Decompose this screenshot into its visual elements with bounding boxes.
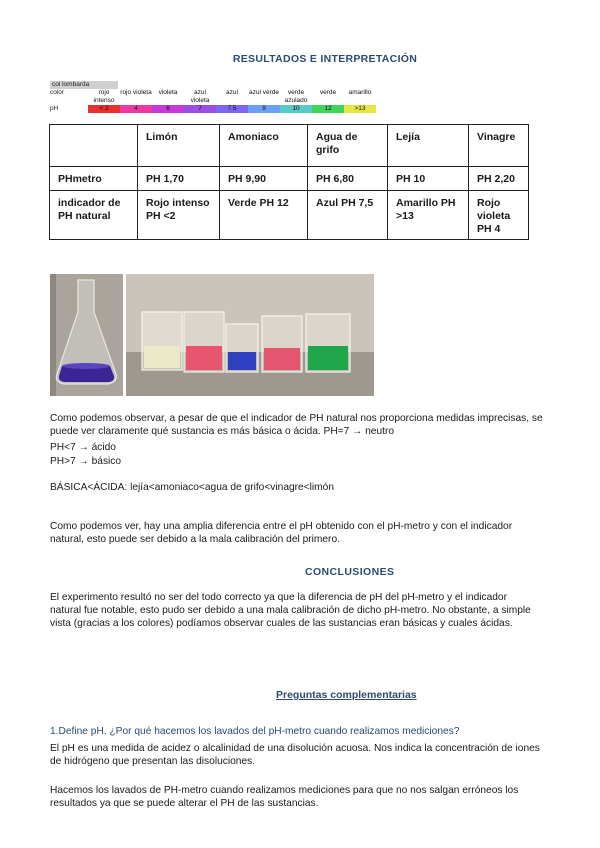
flask-photo [50, 274, 123, 396]
preguntas-title: Preguntas complementarias [276, 689, 417, 701]
scale-swatch: 9 [248, 105, 280, 113]
beakers-image [126, 274, 374, 396]
table-header-row [50, 125, 529, 167]
scale-swatch: 7.5 [216, 105, 248, 113]
table-cell: PH 2,20 [469, 167, 529, 191]
scale-swatch: < 2 [88, 105, 120, 113]
scale-color-name: azul violeta [190, 89, 210, 104]
table-cell: Amoniaco [220, 125, 308, 167]
page-title-text: RESULTADOS E INTERPRETACIÓN [232, 53, 418, 65]
scale-swatch: 7 [184, 105, 216, 113]
table-row [50, 167, 529, 191]
scale-color-row [50, 89, 376, 105]
table-cell: Azul PH 7,5 [308, 191, 388, 240]
table-cell: indicador de PH natural [50, 191, 138, 240]
scale-color-name: verde azulado [284, 89, 308, 104]
results-table [49, 124, 529, 240]
paragraph-order: BÁSICA<ÁCIDA: lejía<amoniaco<agua de grifo<vinagre<limón [50, 482, 335, 493]
scale-color-name: verde [319, 89, 337, 96]
table-cell: PH 9,90 [220, 167, 308, 191]
scale-color-name: rojo violeta [120, 89, 152, 96]
scale-swatch: 10 [280, 105, 312, 113]
scale-color-name: azul verde [249, 89, 279, 96]
scale-table [50, 89, 376, 113]
table-cell [50, 125, 138, 167]
paragraph-conclusion: El experimento resultó no ser del todo correcto ya que la diferencia de pH del pH-metro y el indicador natural fue notable, esto pudo ser debido a una mala calibración de dicho pH-metro. No obstante, a simple vista (gracias a los colores) podíamos observar cuales de las sustancias eran básicas y cuales ácidas. [50, 592, 531, 629]
scale-swatch: 4 [120, 105, 152, 113]
table-row [50, 191, 529, 240]
table-cell: Rojo intenso PH <2 [138, 191, 220, 240]
table-cell: Vinagre [469, 125, 529, 167]
scale-color-name: violeta [158, 89, 178, 96]
scale-color-name: azul [226, 89, 238, 96]
paragraph-difference: Como podemos ver, hay una amplia diferencia entre el pH obtenido con el pH-metro y con el indicador natural, esto puede ser debido a la mala calibración del primero. [50, 521, 513, 545]
table-cell: Amarillo PH >13 [388, 191, 469, 240]
scale-ph-row [50, 105, 376, 113]
table-cell: PH 10 [388, 167, 469, 191]
paragraph-observation: Como podemos observar, a pesar de que el indicador de PH natural nos proporciona medidas imprecisas, se puede ver claramente qué sustancia es más básica o ácida. PH=7 → neutro [50, 413, 543, 437]
answer-1: El pH es una medida de acidez o alcalinidad de una disolución acuosa. Nos indica la concentración de iones de hidrógeno que presentan las disoluciones. [50, 743, 540, 767]
question-1: 1.Define pH. ¿Por qué hacemos los lavados del pH-metro cuando realizamos mediciones? [50, 726, 460, 737]
table-cell: Rojo violeta PH 4 [469, 191, 529, 240]
scale-header: col lombarda [50, 81, 118, 89]
scale-color-label: color [50, 89, 65, 96]
table-cell: Limón [138, 125, 220, 167]
scale-ph-label: pH [50, 105, 59, 112]
paragraph-acid: PH<7 → ácido [50, 442, 116, 453]
table-cell: PHmetro [50, 167, 138, 191]
table-cell: PH 6,80 [308, 167, 388, 191]
table-cell: Agua de grifo [308, 125, 388, 167]
flask-image [50, 274, 123, 396]
beakers-photo [126, 274, 374, 396]
scale-swatch: >13 [344, 105, 376, 113]
ph-color-scale [50, 81, 376, 113]
table-cell: Lejía [388, 125, 469, 167]
table-cell: PH 1,70 [138, 167, 220, 191]
table-cell: Verde PH 12 [220, 191, 308, 240]
scale-swatch: 6 [152, 105, 184, 113]
scale-swatch: 12 [312, 105, 344, 113]
scale-color-name: rojo intenso [93, 89, 115, 104]
paragraph-basic: PH>7 → básico [50, 456, 122, 467]
scale-color-name: amarillo [348, 89, 372, 96]
answer-2: Hacemos los lavados de PH-metro cuando realizamos mediciones para que no nos salgan erróneos los resultados ya que se puede alterar el PH de las sustancias. [50, 785, 519, 809]
page-title [0, 53, 600, 65]
conclusiones-title: CONCLUSIONES [305, 566, 395, 578]
